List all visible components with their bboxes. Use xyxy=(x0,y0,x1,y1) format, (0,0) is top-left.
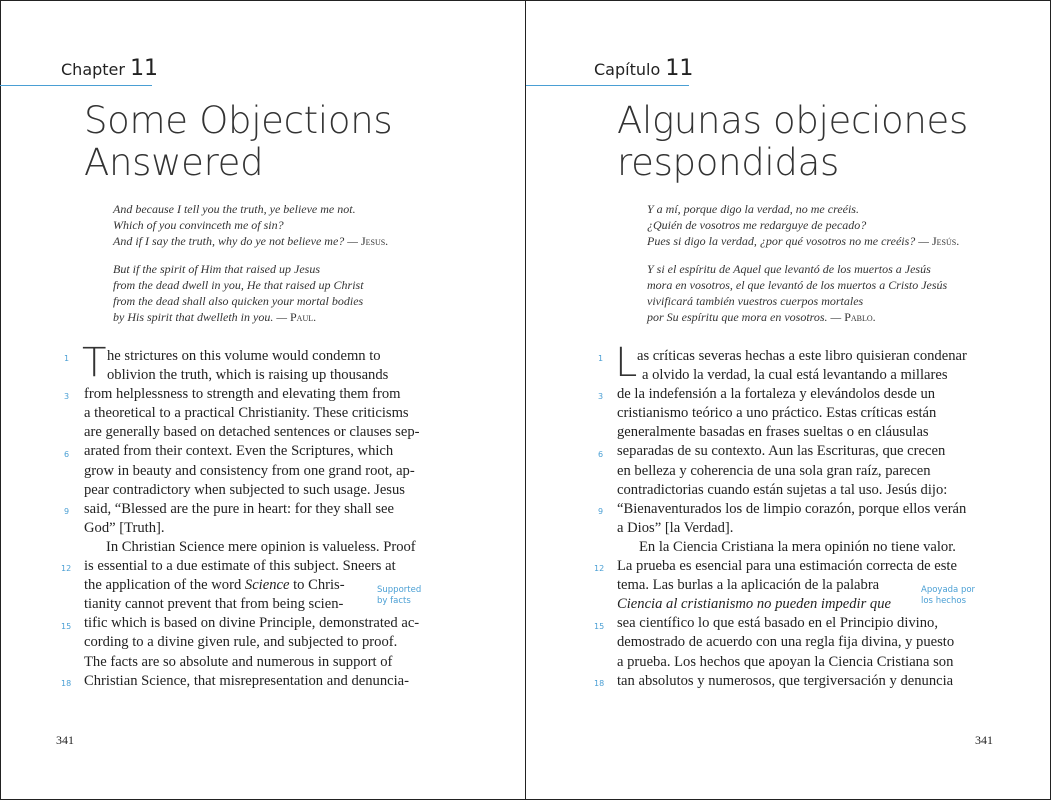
text-line: a Dios” [la Verdad]. xyxy=(617,519,734,536)
text-line: contradictorias cuando están sujetas a tal uso. Jesús dijo: xyxy=(617,481,948,498)
epigraph-author: Pablo. xyxy=(844,310,876,324)
margin-note-line: Supported xyxy=(377,585,422,595)
chapter-title xyxy=(617,100,968,184)
epigraph-line: Y a mí, porque digo la verdad, no me creéis. xyxy=(647,202,859,216)
line-number: 9 xyxy=(64,507,70,516)
chapter-number: 11 xyxy=(665,56,694,81)
page-number: 341 xyxy=(56,733,74,747)
margin-note xyxy=(377,585,421,607)
line-number: 1 xyxy=(598,354,604,363)
emphasis: Science xyxy=(244,577,290,594)
chapter-rule xyxy=(526,85,689,86)
body-text xyxy=(617,347,967,691)
drop-cap: T xyxy=(82,340,107,386)
text-line: is essential to a due estimate of this subject. Sneers at xyxy=(84,558,396,575)
margin-note-line: by facts xyxy=(377,596,411,606)
margin-note xyxy=(921,585,975,607)
drop-cap: L xyxy=(615,340,638,386)
text-line: he strictures on this volume would condemn to xyxy=(107,348,381,364)
text-line: grow in beauty and consistency from one grand root, ap- xyxy=(84,462,415,479)
epigraph-line: por Su espíritu que mora en vosotros. — Pablo. xyxy=(647,310,876,324)
epigraph-author: Jesus. xyxy=(360,234,389,248)
text-line: a olvido la verdad, la cual está levantando a millares xyxy=(642,367,948,384)
epigraph-line: Y si el espíritu de Aquel que levantó de los muertos a Jesús xyxy=(647,262,931,276)
text-line: Ciencia al cristianismo no pueden impedir que xyxy=(617,596,892,613)
text-line: oblivion the truth, which is raising up thousands xyxy=(107,367,389,384)
epigraph xyxy=(113,261,364,325)
line-number: 18 xyxy=(61,679,72,688)
epigraph-author: Paul. xyxy=(290,310,317,324)
text-line: pear contradictory when subjected to such usage. Jesus xyxy=(84,481,405,498)
title-line: Algunas objeciones xyxy=(617,99,968,142)
title-line: Some Objections xyxy=(84,99,393,142)
left-page xyxy=(0,0,525,800)
epigraph xyxy=(647,201,959,249)
chapter-heading xyxy=(61,56,158,81)
epigraph-line: vivificará también vuestros cuerpos mortales xyxy=(647,294,864,308)
right-page xyxy=(526,0,1051,800)
chapter-title xyxy=(84,100,392,184)
text-line: “Bienaventurados los de limpio corazón, porque ellos verán xyxy=(617,500,967,517)
text-line: the application of the word Science to Chris- xyxy=(84,577,345,594)
line-number: 6 xyxy=(64,450,70,459)
text-line: cording to a divine given rule, and subjected to proof. xyxy=(84,634,398,651)
text-line: de la indefensión a la fortaleza y elevándolos desde un xyxy=(617,386,936,403)
line-number: 15 xyxy=(594,622,605,631)
epigraph xyxy=(647,261,947,325)
chapter-heading xyxy=(594,56,693,81)
text-line: tan absolutos y numerosos, que tergiversación y denuncia xyxy=(617,672,954,689)
chapter-number: 11 xyxy=(130,56,159,81)
epigraph-line: ¿Quién de vosotros me redarguye de pecado? xyxy=(647,218,867,232)
text-line: tianity cannot prevent that from being scien- xyxy=(84,596,344,613)
text-line: arated from their context. Even the Scriptures, which xyxy=(84,443,394,460)
epigraph-author: Jesús. xyxy=(931,234,960,248)
line-number: 15 xyxy=(61,622,72,631)
line-number: 3 xyxy=(598,392,604,401)
epigraph-line: from the dead dwell in you, He that raised up Christ xyxy=(113,278,364,292)
epigraph-line: And if I say the truth, why do ye not believe me? — Jesus. xyxy=(113,234,389,248)
text-line: said, “Blessed are the pure in heart: for they shall see xyxy=(84,500,395,517)
epigraph-line: mora en vosotros, el que levantó de los muertos a Cristo Jesús xyxy=(647,278,948,292)
text-line: from helplessness to strength and elevating them from xyxy=(84,386,401,403)
line-number: 12 xyxy=(594,564,605,573)
text-line: separadas de su contexto. Aun las Escrituras, que crecen xyxy=(617,443,946,460)
text-line: en belleza y coherencia de una sola gran raíz, parecen xyxy=(617,462,931,479)
line-number: 9 xyxy=(598,507,604,516)
line-number: 1 xyxy=(64,354,70,363)
line-number: 18 xyxy=(594,679,605,688)
text-line: demostrado de acuerdo con una regla fija divina, y puesto xyxy=(617,634,955,651)
epigraph-line: from the dead shall also quicken your mortal bodies xyxy=(113,294,364,308)
text-line: are generally based on detached sentences or clauses sep- xyxy=(84,424,420,441)
epigraph-line: And because I tell you the truth, ye believe me not. xyxy=(113,202,356,216)
text-line: generalmente basadas en frases sueltas o en cláusulas xyxy=(617,424,929,441)
text-line: The facts are so absolute and numerous in support of xyxy=(84,653,393,670)
epigraph-line: Pues si digo la verdad, ¿por qué vosotros no me creéis? — Jesús. xyxy=(647,234,960,248)
epigraph xyxy=(113,201,388,249)
text-line: sea científico lo que está basado en el Principio divino, xyxy=(617,615,938,632)
epigraph-line: by His spirit that dwelleth in you. — Paul. xyxy=(113,310,317,324)
body-text xyxy=(84,347,420,691)
text-line: En la Ciencia Cristiana la mera opinión no tiene valor. xyxy=(639,538,956,555)
text-line: a theoretical to a practical Christianity. These criticisms xyxy=(84,405,409,422)
epigraph-line: But if the spirit of Him that raised up Jesus xyxy=(113,262,320,276)
text-line: In Christian Science mere opinion is valueless. Proof xyxy=(106,538,416,555)
line-number: 3 xyxy=(64,392,70,401)
chapter-word: Capítulo xyxy=(594,60,661,79)
title-line: respondidas xyxy=(617,141,839,184)
line-number: 6 xyxy=(598,450,604,459)
text-line: as críticas severas hechas a este libro quisieran condenar xyxy=(637,348,967,364)
text-line: cristianismo teórico a uno práctico. Estas críticas están xyxy=(617,405,937,422)
epigraph-line: Which of you convinceth me of sin? xyxy=(113,218,284,232)
margin-note-line: los hechos xyxy=(921,596,966,606)
text-line: a prueba. Los hechos que apoyan la Ciencia Cristiana son xyxy=(617,653,954,670)
text-line: La prueba es esencial para una estimación correcta de este xyxy=(617,558,957,575)
line-number: 12 xyxy=(61,564,72,573)
page-number: 341 xyxy=(975,733,993,747)
title-line: Answered xyxy=(84,141,264,184)
margin-note-line: Apoyada por xyxy=(921,585,976,595)
chapter-word: Chapter xyxy=(61,60,125,79)
chapter-rule xyxy=(0,85,152,86)
text-line: Christian Science, that misrepresentation and denuncia- xyxy=(84,672,410,689)
text-line: God” [Truth]. xyxy=(84,519,165,536)
text-line: tific which is based on divine Principle, demonstrated ac- xyxy=(84,615,420,632)
text-line: tema. Las burlas a la aplicación de la palabra xyxy=(617,577,880,594)
